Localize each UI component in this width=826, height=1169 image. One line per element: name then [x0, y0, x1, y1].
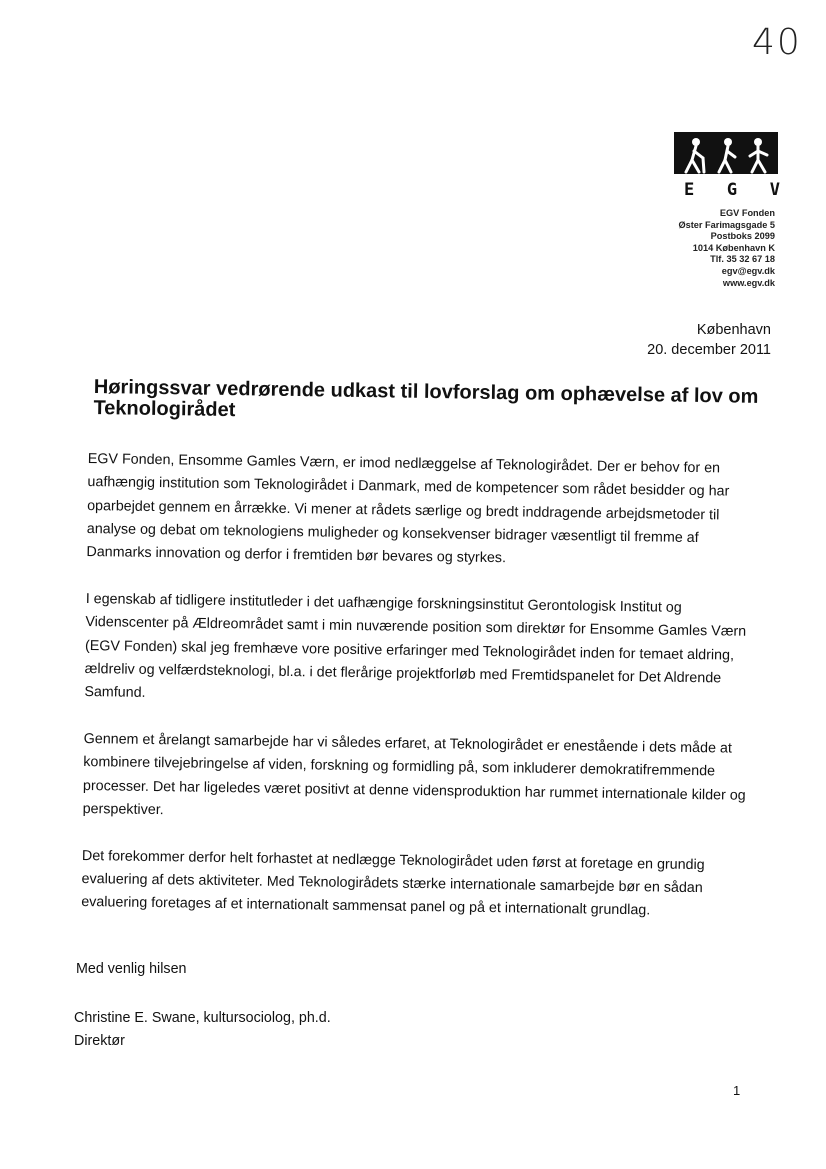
body-paragraph: I egenskab af tidligere institutleder i det uafhængige forskningsinstitut Gerontologisk Institut og Videnscenter på Ældreområdet samt i min nuværende position som direktør for Ensomme Gamles Værn (EGV Fonden) skal jeg fremhæve vore positive erfaringer med Teknologirådet inden for temaet aldring, ældreliv og velfærdsteknologi, bl.a. i det flerårige projektforløb med Fremtidspanelet for Det Aldrende Samfund.: [84, 590, 747, 702]
closing-salutation: Med venlig hilsen: [76, 961, 187, 977]
address-line: egv@egv.dk: [721, 265, 775, 276]
place-and-date: [647, 320, 771, 360]
body-paragraph: Gennem et årelangt samarbejde har vi således erfaret, at Teknologirådet er enestående i dets måde at kombinere tilvejebringelse af viden, forskning og formidling på, som inkluderer demokratifremmende processer. Det har ligeledes været positivt at denne vidensproduktion har rummet internationale kilder og perspektiver.: [82, 730, 746, 819]
handwritten-page-number: 40: [752, 22, 802, 63]
address-line: 1014 København K: [692, 242, 775, 253]
logo-letter: E: [684, 180, 695, 200]
date: 20. december 2011: [647, 342, 771, 358]
address-line: Tlf. 35 32 67 18: [710, 254, 775, 265]
body-paragraph: Det forekommer derfor helt forhastet at nedlægge Teknologirådet uden først at foretage en grundig evaluering af dets aktiviteter. Med Teknologirådets stærke internationale samarbejde bør en sådan evaluering foretages af et internationalt sammensat panel og på et internationalt grundlag.: [81, 847, 705, 919]
address-line: Postboks 2099: [710, 231, 775, 242]
logo-letter: V: [769, 180, 780, 200]
signature-block: [74, 1007, 331, 1053]
logo-letter: G: [726, 180, 738, 200]
place: København: [696, 322, 771, 338]
egv-logo: [672, 130, 782, 176]
address-line: EGV Fonden: [719, 208, 775, 218]
egv-logo-figures-icon: [672, 130, 782, 176]
address-line: Øster Farimagsgade 5: [678, 219, 775, 230]
signer-role: Direktør: [74, 1033, 125, 1049]
body-paragraph: EGV Fonden, Ensomme Gamles Værn, er imod nedlæggelse af Teknologirådet. Der er behov for en uafhængig institution som Teknologirådet i Danmark, med de kompetencer som rådet besidder og har oparbejdet gennem en årrække. Vi mener at rådets særlige og bredt inddragende arbejdsmetoder til analyse og debat om teknologiens muligheder og konsekvenser bidrager væsentligt til fremme af Danmarks innovation og derfor i fremtiden bør bevares og styrkes.: [86, 450, 730, 567]
signer-name: Christine E. Swane, kultursociolog, ph.d.: [74, 1010, 331, 1026]
letter-title: Høringssvar vedrørende udkast til lovforslag om ophævelse af lov om Teknologirådet: [93, 376, 759, 422]
logo-letters: [684, 180, 780, 200]
letter-body: [81, 448, 764, 948]
page-number: 1: [733, 1083, 741, 1098]
letterhead-address: [575, 208, 775, 289]
address-line: www.egv.dk: [722, 277, 775, 288]
